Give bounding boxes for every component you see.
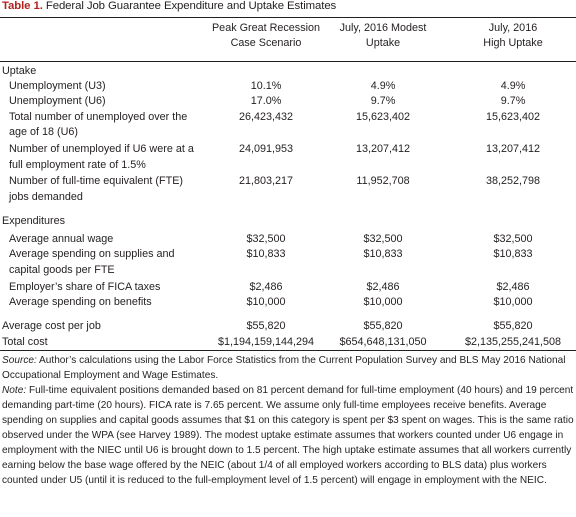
cell-value: 13,207,412 bbox=[485, 143, 541, 155]
source-label: Source: bbox=[2, 355, 37, 366]
section-expenditures: Expenditures bbox=[2, 215, 66, 227]
cell-value: 13,207,412 bbox=[355, 143, 411, 155]
cell-value: 10.1% bbox=[250, 80, 282, 92]
cell-value: 21,803,217 bbox=[238, 175, 294, 187]
section-uptake: Uptake bbox=[2, 65, 37, 77]
table-number: Table 1. bbox=[2, 0, 43, 12]
row-label: Average annual wage bbox=[9, 233, 114, 245]
source-text: Author’s calculations using the Labor Force Statistics from the Current Population Survey and BLS May 2016 National Occupational Employment and Wage Estimates. bbox=[2, 355, 566, 381]
cell-value: 24,091,953 bbox=[238, 143, 294, 155]
column-header-high bbox=[458, 21, 568, 51]
note-text: Full-time equivalent positions demanded based on 81 percent demand for full-time employment (40 hours) and 19 percent demanding part-time (20 hours). FICA rate is 7.65 percent. We assume only full-time employees receive benefits. Average spending on supplies and capital goods assumes that $1 on this category is spent per $3 spent on wages. This is the same ratio observed under the WPA (see Harvey 1989). The modest uptake estimate assumes that workers counted under U6 engage in employment with the NIEC until U6 is brought down to 1.5 percent. The high uptake estimate assumes that all workers currently earning below the base wage offered by the NEIC (about 1/4 of all employed workers according to BLS data) plus workers counted under U5 (until it is reduced to the full-employment level of 1.5 percent) will engage in employment with the NEIC. bbox=[2, 385, 574, 486]
column-header-line: July, 2016 Modest bbox=[339, 22, 427, 34]
row-label: Employer’s share of FICA taxes bbox=[9, 281, 161, 293]
cell-value: $10,833 bbox=[246, 248, 286, 260]
bottom-rule bbox=[0, 350, 576, 351]
cell-value: $1,194,159,144,294 bbox=[217, 336, 315, 348]
row-label: Total number of unemployed over the bbox=[9, 111, 188, 123]
cell-value: $2,486 bbox=[496, 281, 530, 293]
cell-value: 26,423,432 bbox=[238, 111, 294, 123]
cell-value: $32,500 bbox=[246, 233, 286, 245]
row-label: Number of full-time equivalent (FTE) bbox=[9, 175, 184, 187]
cell-value: 9.7% bbox=[370, 95, 396, 107]
cell-value: $55,820 bbox=[493, 320, 533, 332]
cell-value: $10,833 bbox=[493, 248, 533, 260]
cell-value: $55,820 bbox=[363, 320, 403, 332]
note-label: Note: bbox=[2, 385, 27, 396]
column-header-line: July, 2016 bbox=[488, 22, 538, 34]
top-rule bbox=[0, 17, 576, 18]
source-note bbox=[2, 353, 574, 383]
row-label: Unemployment (U6) bbox=[9, 95, 106, 107]
row-label: Unemployment (U3) bbox=[9, 80, 106, 92]
cell-value: $10,000 bbox=[493, 296, 533, 308]
cell-value: 17.0% bbox=[250, 95, 282, 107]
row-label: Number of unemployed if U6 were at a bbox=[9, 143, 194, 155]
cell-value: $2,486 bbox=[366, 281, 400, 293]
cell-value: $10,833 bbox=[363, 248, 403, 260]
row-label: jobs demanded bbox=[9, 191, 83, 203]
column-header-line: High Uptake bbox=[483, 37, 543, 49]
column-header-line: Case Scenario bbox=[230, 37, 302, 49]
row-label: Average spending on supplies and bbox=[9, 248, 175, 260]
header-rule bbox=[0, 61, 576, 62]
cell-value: 4.9% bbox=[500, 80, 526, 92]
cell-value: $32,500 bbox=[363, 233, 403, 245]
column-header-modest bbox=[328, 21, 438, 51]
cell-value: $2,486 bbox=[249, 281, 283, 293]
column-header-peak bbox=[196, 21, 336, 51]
row-label: capital goods per FTE bbox=[9, 264, 115, 276]
cell-value: $32,500 bbox=[493, 233, 533, 245]
footnote bbox=[2, 383, 574, 488]
column-header-line: Uptake bbox=[365, 37, 401, 49]
cell-value: $10,000 bbox=[363, 296, 403, 308]
cell-value: $10,000 bbox=[246, 296, 286, 308]
row-label: Total cost bbox=[2, 336, 48, 348]
cell-value: 38,252,798 bbox=[485, 175, 541, 187]
cell-value: 11,952,708 bbox=[356, 175, 410, 187]
cell-value: $2,135,255,241,508 bbox=[464, 336, 562, 348]
cell-value: $55,820 bbox=[246, 320, 286, 332]
row-label: full employment rate of 1.5% bbox=[9, 159, 146, 171]
column-header-line: Peak Great Recession bbox=[211, 22, 321, 34]
row-label: Average spending on benefits bbox=[9, 296, 152, 308]
table-caption: Federal Job Guarantee Expenditure and Uptake Estimates bbox=[45, 0, 337, 12]
cell-value: 9.7% bbox=[500, 95, 526, 107]
cell-value: $654,648,131,050 bbox=[339, 336, 427, 348]
cell-value: 4.9% bbox=[370, 80, 396, 92]
row-label: Average cost per job bbox=[2, 320, 101, 332]
table-title bbox=[2, 0, 336, 12]
cell-value: 15,623,402 bbox=[485, 111, 541, 123]
cell-value: 15,623,402 bbox=[355, 111, 411, 123]
row-label: age of 18 (U6) bbox=[9, 126, 79, 138]
